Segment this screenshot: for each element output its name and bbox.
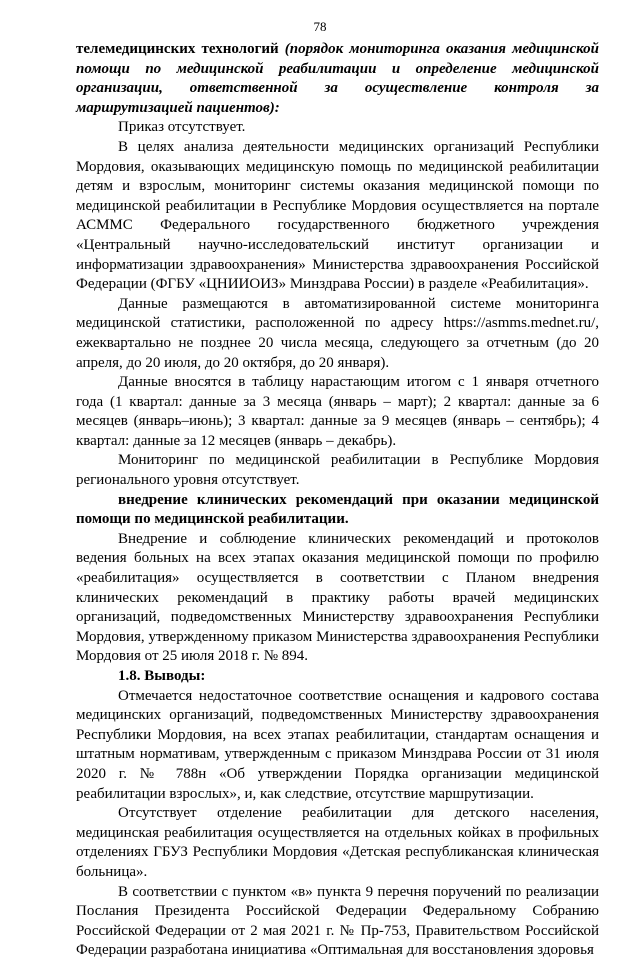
section-conclusions: 1.8. Выводы:	[118, 668, 206, 684]
paragraph-data-entered: Данные вносятся в таблицу нарастающим итогом с 1 января отчетного года (1 квартал: данные за 3 месяца (январь – март); 2 квартал: данные за 6 месяцев (январь–июнь); 3 квартал: данные за 9 месяцев (январь – сентябрь); 4 квартал: данные за 12 месяцев (январь – декабрь).	[76, 374, 599, 449]
paragraph-children: Отсутствует отделение реабилитации для детского населения, медицинская реабилитация осуществляется на отдельных койках в профильных отделениях ГБУЗ Республики Мордовия «Детская республиканская клиническая больница».	[76, 805, 599, 880]
heading-clinical-recommendations: внедрение клинических рекомендаций при оказании медицинской помощи по медицинской реабилитации.	[76, 491, 599, 528]
paragraph-instructions: В соответствии с пунктом «в» пункта 9 перечня поручений по реализации Послания Президента Российской Федерации Федеральному Собранию Российской Федерации от 2 мая 2021 г. № Пр-753, Правительством Российской Федерации разработана инициатива «Оптимальная для восстановления здоровья	[76, 883, 599, 959]
paragraph-order-absent: Приказ отсутствует.	[118, 119, 246, 136]
paragraph-clinical: Внедрение и соблюдение клинических рекомендаций и протоколов ведения больных на всех этапах оказания медицинской помощи по профилю «реабилитация» осуществляется в соответствии с Планом внедрения клинических рекомендаций в практику работы врачей медицинских организаций, подведомственных Министерству здравоохранения Республики Мордовия, утвержденному приказом Министерства здравоохранения Республики Мордовия от 25 июля 2018 г. № 894.	[76, 530, 599, 665]
paragraph-monitoring: Мониторинг по медицинской реабилитации в Республике Мордовия регионального уровня отсутствует.	[76, 452, 599, 489]
page-number: 78	[313, 19, 327, 34]
heading-italic-part: (порядок мониторинга оказания медицинской помощи по медицинской реабилитации и определение медицинской организации, ответственной за осуществление контроля за маршрутизацией пациентов):	[76, 41, 599, 116]
continued-heading	[76, 40, 599, 118]
paragraph-insufficient: Отмечается недостаточное соответствие оснащения и кадрового состава медицинских организаций, подведомственных Министерству здравоохранения Республики Мордовия, на всех этапах реабилитации, стандартам оснащения и штатным нормативам, утвержденным с приказом Минздрава России от 31 июля 2020 г. № 788н «Об утверждении Порядка организации медицинской реабилитации взрослых», и, как следствие, отсутствие маршрутизации.	[76, 687, 599, 802]
paragraph-data-posted: Данные размещаются в автоматизированной системе мониторинга медицинской статистики, расположенной по адресу https://asmms.mednet.ru/, ежеквартально не позднее 20 числа месяца, следующего за отчетным (до 20 апреля, до 20 июля, до 20 октября, до 20 января).	[76, 295, 599, 371]
paragraph-analysis: В целях анализа деятельности медицинских организаций Республики Мордовия, оказывающих медицинскую помощь по медицинской реабилитации детям и взрослым, мониторинг системы оказания медицинской помощи по медицинской реабилитации в Республике Мордовия осуществляется на портале АСММС Федерального государственного бюджетного учреждения «Центральный научно-исследовательский институт организации и информатизации здравоохранения» Министерства здравоохранения Российской Федерации (ФГБУ «ЦНИИОИЗ» Минздрава России) в разделе «Реабилитация».	[76, 138, 599, 293]
heading-bold-part: телемедицинских технологий	[76, 41, 279, 57]
page-content	[76, 40, 599, 961]
